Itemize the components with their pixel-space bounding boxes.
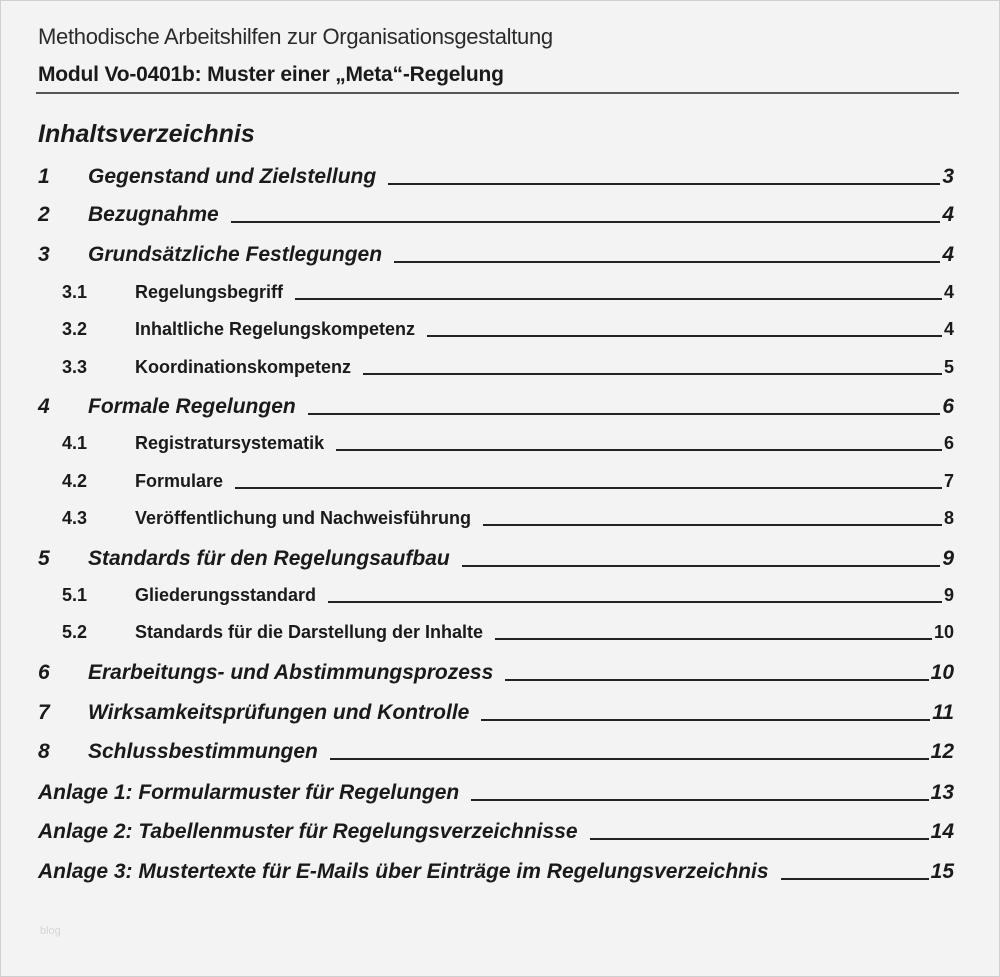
toc-entry-page: 10 (930, 661, 954, 684)
toc-entry-page: 9 (942, 547, 954, 570)
toc-entry-page: 7 (943, 471, 954, 491)
toc-leader-line (295, 298, 942, 300)
toc-entry-page: 12 (930, 740, 954, 763)
toc-leader-line (471, 799, 928, 801)
toc-entry-title: Anlage 2: Tabellenmuster für Regelungsverzeichnisse (38, 820, 578, 843)
toc-entry[interactable] (62, 622, 954, 650)
toc-entry-number: 4.2 (62, 471, 88, 491)
toc-entry[interactable] (38, 860, 954, 888)
header-rule (36, 92, 959, 94)
toc-entry-title: Anlage 1: Formularmuster für Regelungen (38, 781, 460, 804)
toc-entry[interactable] (38, 781, 954, 809)
toc-leader-line (328, 601, 942, 603)
toc-entry-number: 2 (38, 203, 50, 226)
toc-entry-page: 4 (943, 319, 954, 339)
toc-leader-line (781, 878, 929, 880)
series-title: Methodische Arbeitshilfen zur Organisationsgestaltung (38, 24, 553, 49)
toc-entry-title: Gliederungsstandard (135, 585, 317, 605)
toc-entry-title: Wirksamkeitsprüfungen und Kontrolle (88, 701, 470, 724)
toc-leader-line (483, 524, 942, 526)
toc-entry-page: 4 (942, 243, 954, 266)
toc-entry-page: 10 (933, 622, 954, 642)
toc-entry-page: 6 (942, 395, 954, 418)
toc-entry-title: Koordinationskompetenz (135, 357, 352, 377)
toc-entry[interactable] (62, 471, 954, 499)
toc-entry-page: 9 (943, 585, 954, 605)
watermark: blog (40, 925, 61, 937)
toc-entry-title: Formulare (135, 471, 224, 491)
toc-entry[interactable] (38, 243, 954, 271)
toc-entry[interactable] (38, 547, 954, 575)
toc-entry-number: 4 (38, 395, 50, 418)
toc-entry[interactable] (38, 740, 954, 768)
toc-entry-number: 6 (38, 661, 50, 684)
toc-entry-page: 11 (932, 701, 954, 724)
toc-leader-line (505, 679, 928, 681)
toc-entry-number: 3.2 (62, 319, 88, 339)
toc-entry-title: Standards für den Regelungsaufbau (88, 547, 450, 570)
toc-leader-line (330, 758, 929, 760)
toc-leader-line (231, 221, 941, 223)
toc-entry-title: Schlussbestimmungen (88, 740, 318, 763)
toc-entry-number: 5 (38, 547, 50, 570)
toc-entry[interactable] (62, 508, 954, 536)
toc-entry[interactable] (38, 661, 954, 689)
toc-entry-title: Formale Regelungen (88, 395, 296, 418)
toc-entry-title: Erarbeitungs- und Abstimmungsprozess (88, 661, 494, 684)
toc-entry-page: 3 (942, 165, 954, 188)
toc-entry-number: 4.1 (62, 433, 88, 453)
toc-entry[interactable] (62, 357, 954, 385)
toc-entry-page: 8 (943, 508, 954, 528)
module-title: Modul Vo-0401b: Muster einer „Meta“-Regelung (38, 63, 504, 86)
toc-leader-line (394, 261, 940, 263)
toc-entry-title: Gegenstand und Zielstellung (88, 165, 377, 188)
toc-entry-title: Regelungsbegriff (135, 282, 284, 302)
toc-entry-number: 3 (38, 243, 50, 266)
toc-entry-page: 5 (943, 357, 954, 377)
toc-entry-number: 3.3 (62, 357, 88, 377)
toc-entry-number: 5.2 (62, 622, 88, 642)
toc-leader-line (495, 638, 932, 640)
toc-entry-title: Bezugnahme (88, 203, 219, 226)
toc-leader-line (336, 449, 942, 451)
toc-entry[interactable] (38, 165, 954, 193)
toc-entry-number: 1 (38, 165, 50, 188)
toc-entry-number: 4.3 (62, 508, 88, 528)
toc-leader-line (427, 335, 942, 337)
toc-entry-title: Standards für die Darstellung der Inhalte (135, 622, 484, 642)
toc-entry-page: 4 (942, 203, 954, 226)
toc-entry-page: 6 (943, 433, 954, 453)
toc-entry[interactable] (62, 585, 954, 613)
toc-leader-line (590, 838, 929, 840)
toc-entry-title: Anlage 3: Mustertexte für E-Mails über Einträge im Regelungsverzeichnis (38, 860, 769, 883)
toc-entry[interactable] (38, 701, 954, 729)
toc-entry-page: 4 (943, 282, 954, 302)
toc-entry[interactable] (62, 433, 954, 461)
toc-leader-line (462, 565, 941, 567)
toc-entry[interactable] (38, 395, 954, 423)
toc-entry-title: Grundsätzliche Festlegungen (88, 243, 383, 266)
toc-entry[interactable] (38, 203, 954, 231)
toc-entry-title: Registratursystematik (135, 433, 325, 453)
toc-entry[interactable] (38, 820, 954, 848)
toc-entry-title: Veröffentlichung und Nachweisführung (135, 508, 472, 528)
toc-leader-line (308, 413, 941, 415)
toc-heading: Inhaltsverzeichnis (38, 120, 255, 148)
toc-entry-title: Inhaltliche Regelungskompetenz (135, 319, 416, 339)
toc-leader-line (363, 373, 942, 375)
toc-entry-page: 13 (930, 781, 954, 804)
toc-entry-number: 8 (38, 740, 50, 763)
toc-entry-number: 5.1 (62, 585, 88, 605)
toc-leader-line (481, 719, 930, 721)
toc-entry[interactable] (62, 282, 954, 310)
toc-leader-line (388, 183, 940, 185)
toc-entry-page: 15 (930, 860, 954, 883)
toc-entry-number: 7 (38, 701, 50, 724)
toc-leader-line (235, 487, 942, 489)
toc-entry-number: 3.1 (62, 282, 88, 302)
toc-entry[interactable] (62, 319, 954, 347)
toc-entry-page: 14 (930, 820, 954, 843)
